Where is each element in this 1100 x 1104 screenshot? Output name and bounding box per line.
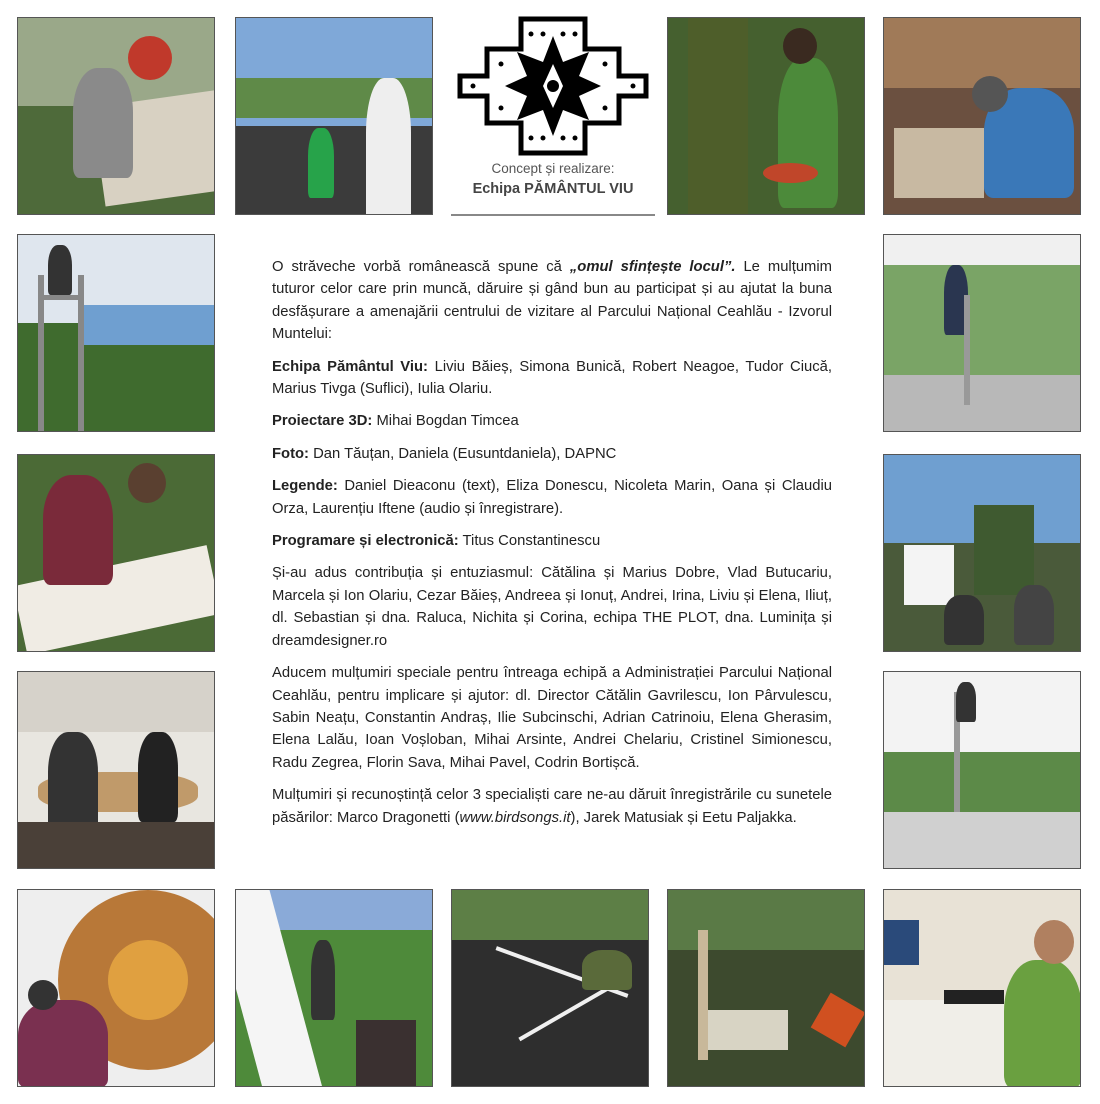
photo-ladder-forest	[883, 234, 1081, 432]
photo-painting-sign	[17, 454, 215, 652]
photo-scaffold-mural	[17, 234, 215, 432]
photo-floor-map	[451, 889, 649, 1087]
photo-wooden-wheel	[17, 889, 215, 1087]
administration-paragraph: Aducem mulțumiri speciale pentru întreaga echipă a Administrației Parcului Național Ceahlău, pentru implicare și ajutor: dl. Director Cătălin Gavrilescu, Ion Pârvulescu, Sabin Neațu, Constantin Andraș, Ilie Subcinschi, Adrian Catrinoiu, Elena Gherasim, Elena Lalău, Ioan Voșloban, Mihai Arsinte, Andrei Chelariu, Cristinel Simionescu, Radu Zegrea, Florin Sava, Mihai Pavel, Codrin Bortișcă.	[272, 665, 832, 771]
credit-legends: Legende: Daniel Dieaconu (text), Eliza Donescu, Nicoleta Marin, Oana și Claudiu Orza, Laurențiu Iftene (audio și înregistrare).	[272, 478, 832, 517]
birdsongs-link[interactable]: www.birdsongs.it	[459, 809, 571, 826]
photo-painting-mural	[235, 17, 433, 215]
photo-stone-carving	[883, 17, 1081, 215]
photo-workshop-table	[17, 671, 215, 869]
caption-divider	[451, 214, 655, 216]
credit-photo: Foto: Dan Tăuțan, Daniela (Eusuntdaniela), DAPNC	[272, 445, 617, 462]
specialists-paragraph: Mulțumiri și recunoștință celor 3 specialiști care ne-au dăruit înregistrările cu sunetele păsărilor: Marco Dragonetti (www.birdsongs.it), Jarek Matusiak și Eetu Paljakka.	[272, 787, 832, 826]
pamantul-viu-emblem-icon	[451, 14, 655, 159]
logo-caption-concept: Concept și realizare:	[491, 161, 615, 176]
logo-caption-team: Echipa PĂMÂNTUL VIU	[472, 181, 634, 197]
intro-paragraph: O străveche vorbă românească spune că „omul sfințește locul”. Le mulțumim tuturor celor care prin muncă, dăruire și gând bun au participat și au ajutat la buna desfășurare a amenajării centrului de vizitare al Parcului Național Ceahlău - Izvorul Muntelui:	[272, 259, 832, 343]
credit-3d: Proiectare 3D: Mihai Bogdan Timcea	[272, 413, 519, 430]
photo-computer-desk	[883, 889, 1081, 1087]
credit-team: Echipa Pământul Viu: Liviu Băieș, Simona Bunică, Robert Neagoe, Tudor Ciucă, Marius Tivga (Suflici), Iulia Olariu.	[272, 358, 832, 398]
contributors-paragraph: Și-au adus contribuția și entuziasmul: Cătălina și Marius Dobre, Vlad Butucariu, Marcela și Ion Olariu, Cezar Băieș, Andreea și Ionuț, Andrei, Irina, Liviu și Elena, Iliuț, dl. Sebastian și dna. Raluca, Nichita și Corina, echipa THE PLOT, dna. Luminița și dreamdesigner.ro	[272, 565, 832, 649]
acknowledgements-text	[272, 256, 832, 839]
photo-forest-stool	[667, 17, 865, 215]
photo-room-hammock	[667, 889, 865, 1087]
photo-carving-sign	[17, 17, 215, 215]
credit-programming: Programare și electronică: Titus Constantinescu	[272, 533, 601, 550]
photo-ladder-mural	[883, 671, 1081, 869]
photo-statue-room	[883, 454, 1081, 652]
photo-painting-trees	[235, 889, 433, 1087]
